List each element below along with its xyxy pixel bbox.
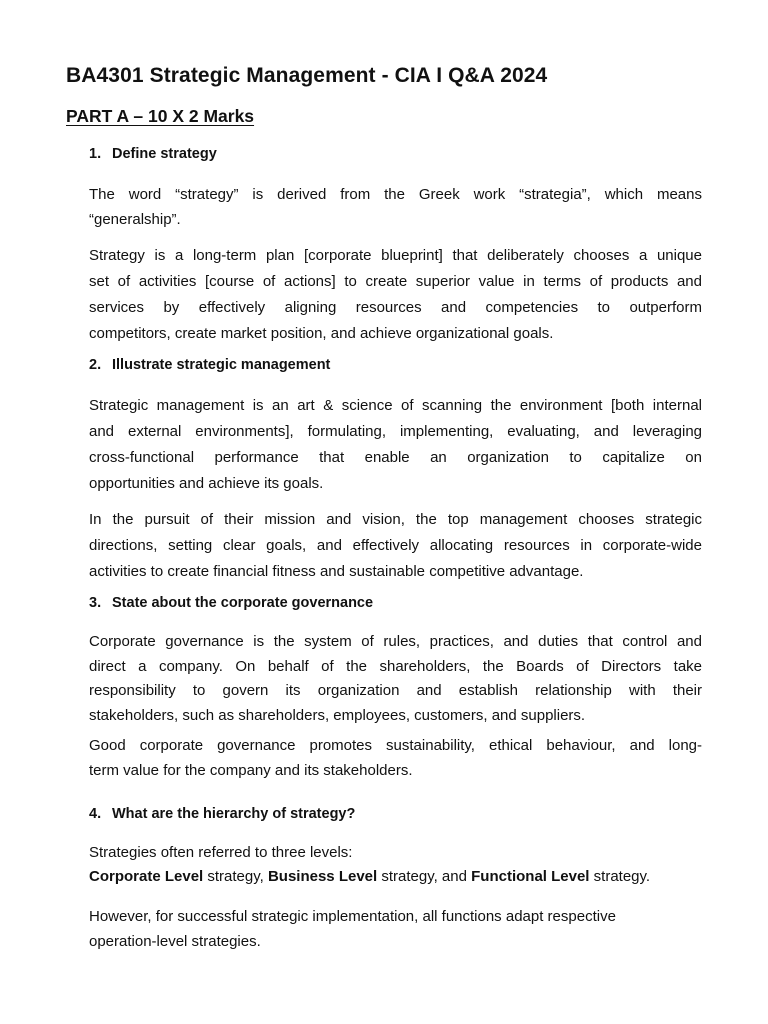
answer-paragraph	[89, 630, 702, 728]
text-line: stakeholders, such as shareholders, employees, customers, and suppliers.	[89, 706, 586, 724]
text-line: In the pursuit of their mission and vision, the top management chooses strategic	[89, 511, 702, 528]
answer-paragraph	[89, 734, 702, 783]
question-text: State about the corporate governance	[112, 595, 374, 611]
question-3-heading	[89, 595, 709, 611]
functional-level-term: Functional Level	[471, 868, 590, 885]
text-line: operation-level strategies.	[89, 933, 261, 950]
text-fragment: strategy.	[589, 868, 651, 885]
question-text: Define strategy	[112, 146, 217, 162]
text-line: services by effectively aligning resources and competencies to outperform	[89, 299, 702, 316]
question-number: 3.	[89, 595, 102, 611]
text-line: “generalship”.	[89, 211, 181, 228]
text-line: Good corporate governance promotes sustainability, ethical behaviour, and long-	[89, 737, 702, 754]
text-line: set of activities [course of actions] to create superior value in terms of products and	[89, 273, 702, 290]
business-level-term: Business Level	[267, 868, 378, 885]
part-heading: PART A – 10 X 2 Marks	[66, 106, 255, 126]
text-line: Strategy is a long-term plan [corporate blueprint] that deliberately chooses a unique	[89, 247, 702, 264]
text-line: activities to create financial fitness and sustainable competitive advantage.	[89, 563, 584, 580]
question-text: What are the hierarchy of strategy?	[112, 806, 356, 822]
answer-paragraph	[89, 841, 709, 889]
question-text: Illustrate strategic management	[112, 357, 331, 373]
document-title: BA4301 Strategic Management - CIA I Q&A 2024	[66, 64, 548, 87]
answer-paragraph	[89, 182, 702, 232]
question-2-heading	[89, 357, 709, 373]
text-line: term value for the company and its stakeholders.	[89, 761, 413, 779]
question-number: 1.	[89, 146, 102, 162]
text-line: Strategic management is an art & science of scanning the environment [both internal	[89, 397, 702, 414]
text-line: Strategies often referred to three levels:	[89, 844, 353, 861]
text-line: opportunities and achieve its goals.	[89, 475, 324, 492]
answer-paragraph	[89, 393, 702, 497]
text-line: responsibility to govern its organization and establish relationship with their	[89, 682, 702, 699]
levels-line	[89, 865, 709, 889]
corporate-level-term: Corporate Level	[89, 868, 204, 885]
question-4-heading	[89, 806, 709, 822]
text-line: and external environments], formulating, implementing, evaluating, and leveraging	[89, 423, 702, 440]
answer-paragraph	[89, 243, 702, 347]
text-line: directions, setting clear goals, and effectively allocating resources in corporate-wide	[89, 537, 702, 554]
text-line: However, for successful strategic implementation, all functions adapt respective	[89, 908, 616, 925]
text-line: competitors, create market position, and achieve organizational goals.	[89, 325, 554, 342]
text-line: direct a company. On behalf of the shareholders, the Boards of Directors take	[89, 657, 702, 675]
text-fragment: strategy,	[203, 868, 268, 885]
question-number: 2.	[89, 357, 102, 373]
text-fragment: strategy, and	[377, 868, 472, 885]
question-number: 4.	[89, 806, 102, 822]
text-line: Corporate governance is the system of rules, practices, and duties that control and	[89, 633, 702, 650]
text-line: The word “strategy” is derived from the Greek work “strategia”, which means	[89, 186, 702, 203]
answer-paragraph	[89, 904, 709, 954]
text-line: cross-functional performance that enable an organization to capitalize on	[89, 449, 702, 466]
question-1-heading	[89, 146, 709, 162]
answer-paragraph	[89, 507, 702, 585]
